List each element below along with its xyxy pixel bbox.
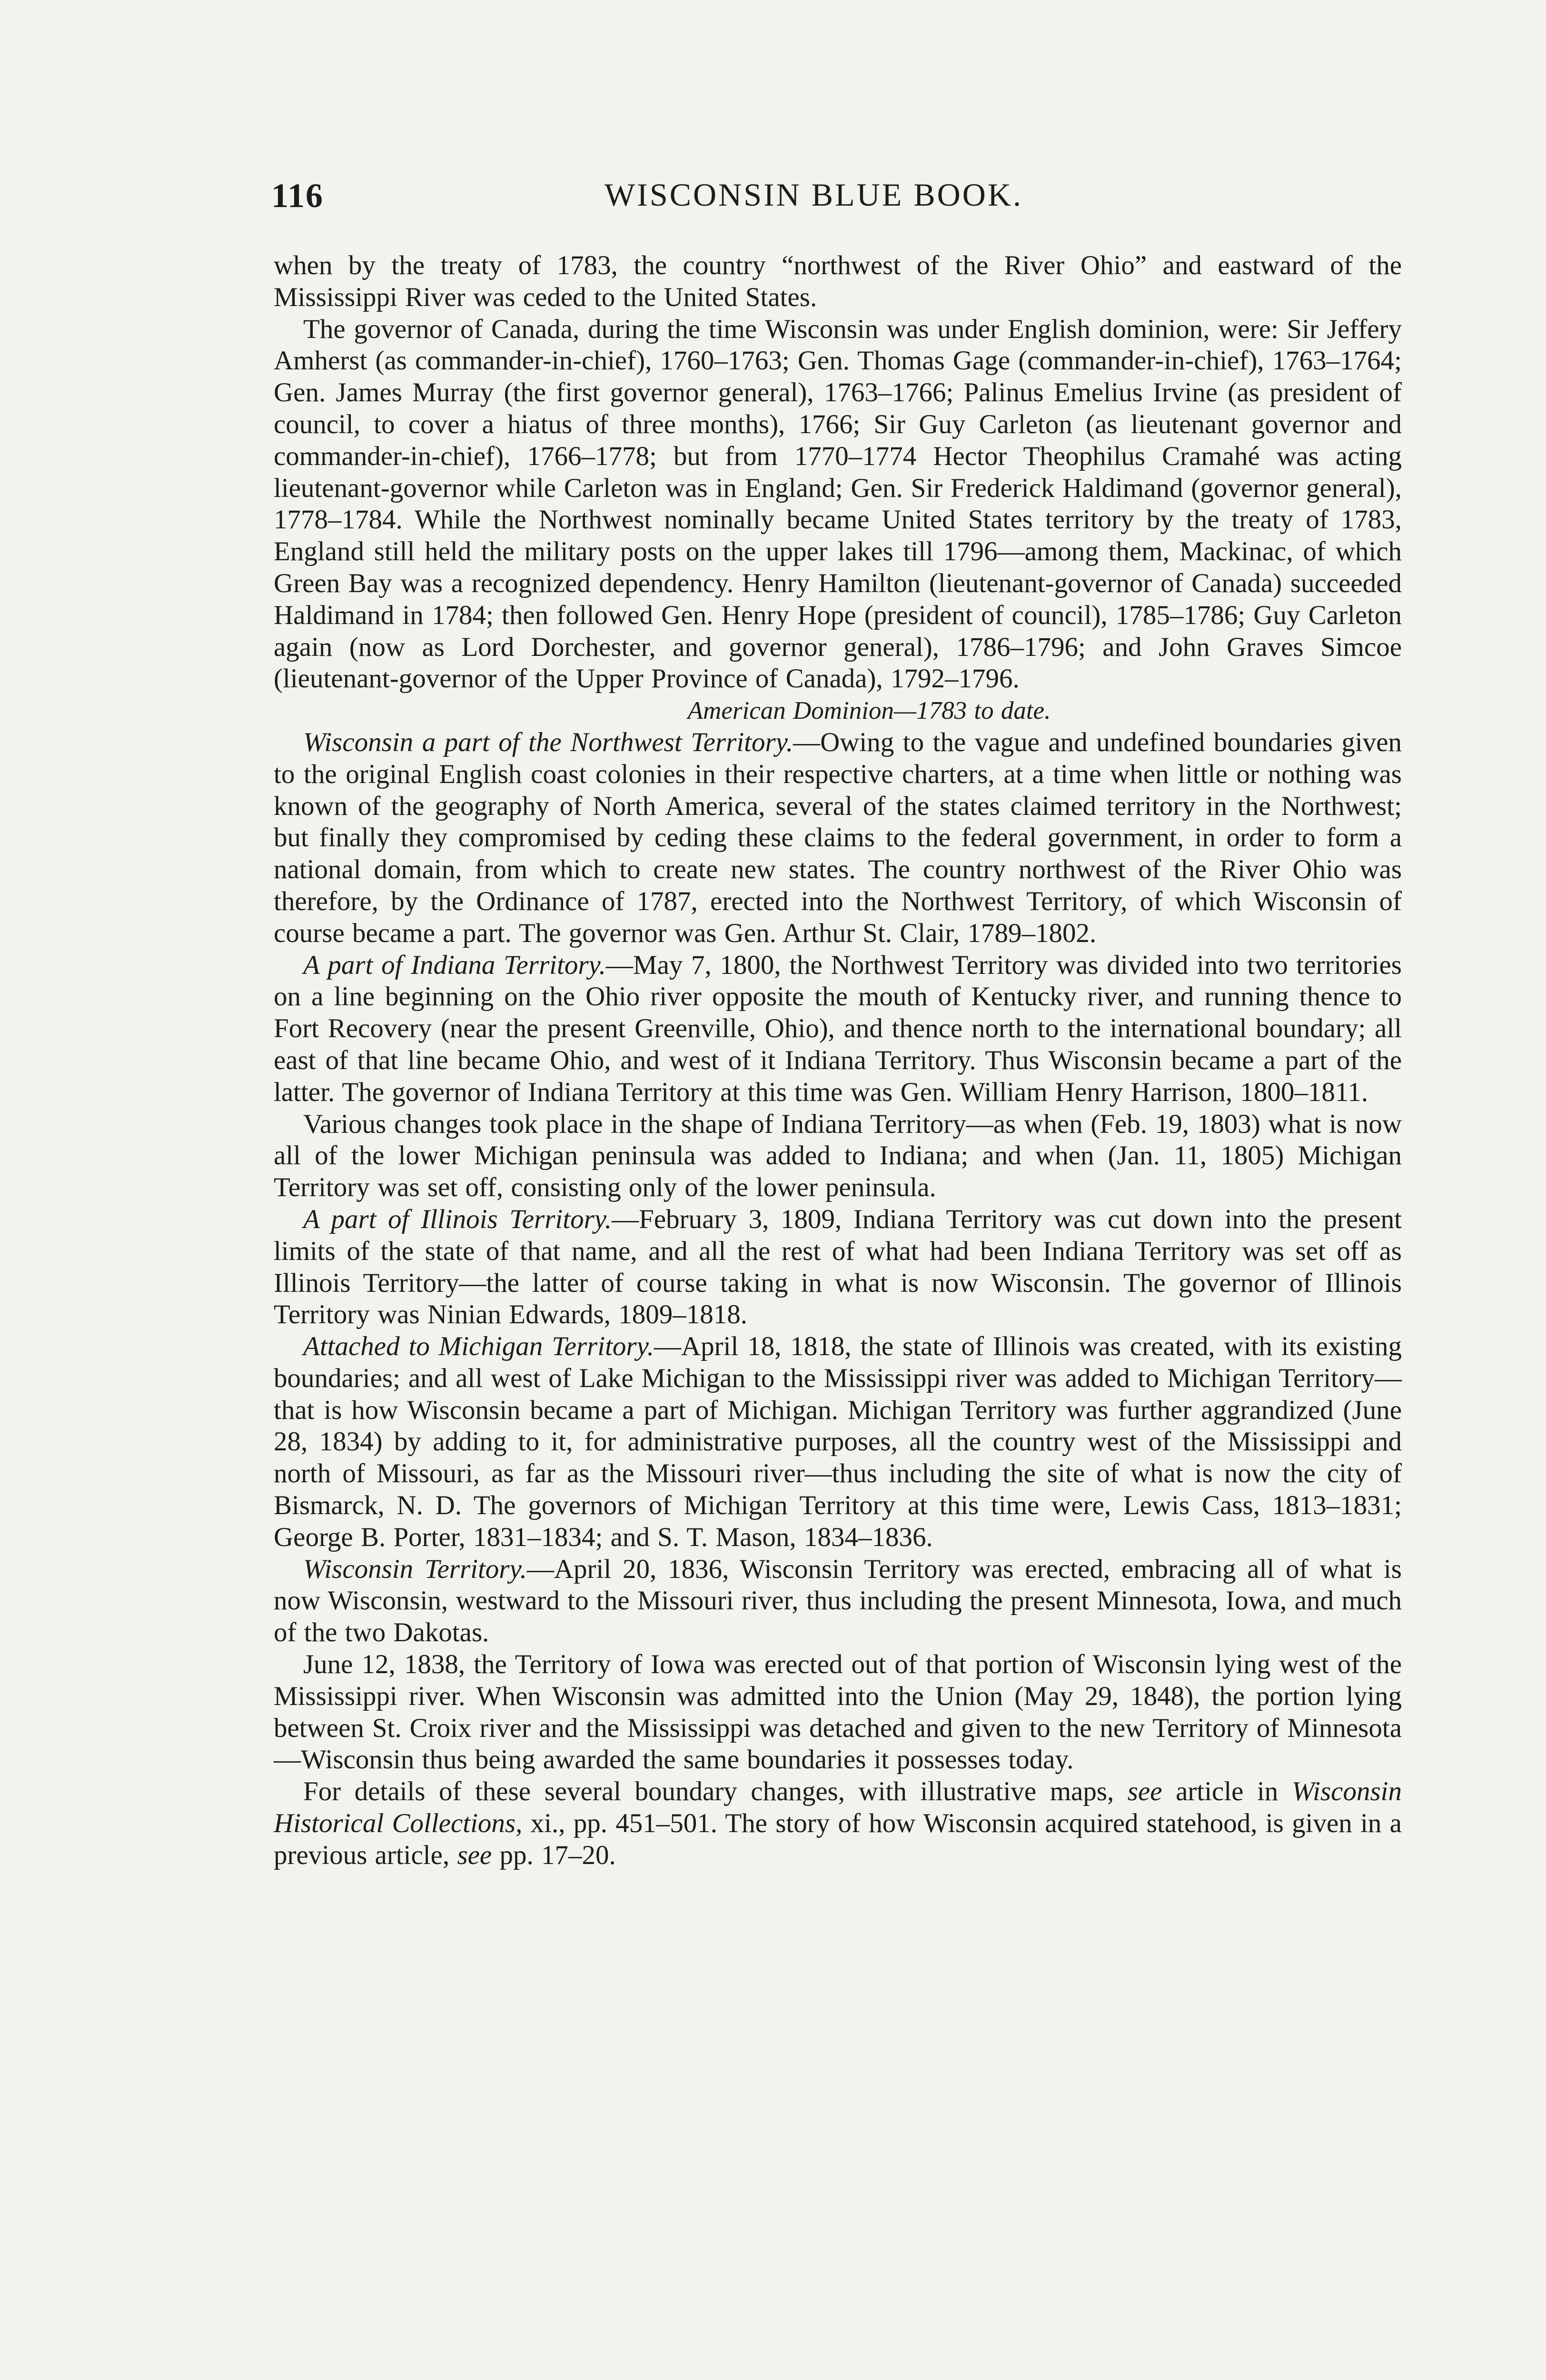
paragraph bbox=[274, 250, 1402, 314]
paragraph-text: pp. 17–20. bbox=[492, 1840, 616, 1870]
paragraph-text: —April 18, 1818, the state of Illinois was created, with its existing boundaries; and all west of Lake Michigan to the Mississippi river was added to Michigan Territory—that is how Wisconsin became a part of Michigan. Michigan Territory was further aggrandized (June 28, 1834) by adding to it, for administrative purposes, all the country west of the Mississippi and north of Missouri, as far as the Missouri river—thus including the site of what is now the city of Bismarck, N. D. The governors of Michigan Territory at this time were, Lewis Cass, 1813–1831; George B. Porter, 1831–1834; and S. T. Mason, 1834–1836. bbox=[274, 1331, 1402, 1552]
paragraph-text: June 12, 1838, the Territory of Iowa was erected out of that portion of Wisconsin lying west of the Mississippi river. When Wisconsin was admitted into the Union (May 29, 1848), the portion lying between St. Croix river and the Mississippi was detached and given to the new Territory of Minnesota—Wisconsin thus being awarded the same boundaries it possesses today. bbox=[274, 1649, 1402, 1775]
section-heading: American Dominion—1783 to date. bbox=[687, 697, 1051, 725]
run-in-heading: Wisconsin Territory. bbox=[303, 1554, 527, 1584]
italic-text: Wisconsin Historical Collections, bbox=[274, 1776, 1402, 1839]
page-number: 116 bbox=[271, 177, 324, 215]
run-in-heading: A part of Illinois Territory. bbox=[303, 1204, 612, 1234]
paragraph-text: For details of these several boundary changes, with illustrative maps, bbox=[303, 1776, 1128, 1807]
paragraph bbox=[274, 727, 1402, 950]
paragraph-text: —Owing to the vague and undefined boundaries given to the original English coast colonies in their respective charters, at a time when little or nothing was known of the geography of North America, several of the states claimed territory in the Northwest; but finally they compromised by ceding these claims to the federal government, in order to form a national domain, from which to create new states. The country northwest of the River Ohio was therefore, by the Ordinance of 1787, erected into the Northwest Territory, of which Wisconsin of course became a part. The governor was Gen. Arthur St. Clair, 1789–1802. bbox=[274, 727, 1402, 948]
paragraph bbox=[274, 1331, 1402, 1554]
run-in-heading: A part of Indiana Territory. bbox=[303, 950, 606, 980]
italic-text: see bbox=[457, 1840, 492, 1870]
paragraph-text: xi., pp. 451–501. The story of how Wisconsin acquired statehood, is given in a previous article, bbox=[274, 1808, 1402, 1870]
paragraph-text: when by the treaty of 1783, the country “northwest of the River Ohio” and eastward of the Mississippi River was ceded to the United States. bbox=[274, 250, 1402, 312]
paragraph-text: —February 3, 1809, Indiana Territory was cut down into the present limits of the state of that name, and all the rest of what had been Indiana Territory was set off as Illinois Territory—the latter of course taking in what is now Wisconsin. The governor of Illinois Territory was Ninian Edwards, 1809–1818. bbox=[274, 1204, 1402, 1330]
running-head: WISCONSIN BLUE BOOK. bbox=[605, 177, 1023, 213]
page-header bbox=[271, 176, 1404, 219]
paragraph bbox=[274, 1109, 1402, 1204]
paragraph-text: The governor of Canada, during the time Wisconsin was under English dominion, were: Sir Jeffery Amherst (as commander-in-chief), 1760–1763; Gen. Thomas Gage (commander-in-chief), 1763–1764; Gen. James Murray (the first governor general), 1763–1766; Palinus Emelius Irvine (as president of council, to cover a hiatus of three months), 1766; Sir Guy Carleton (as lieutenant governor and commander-in-chief), 1766–1778; but from 1770–1774 Hector Theophilus Cramahé was acting lieutenant-governor while Carleton was in England; Gen. Sir Frederick Haldimand (governor general), 1778–1784. While the Northwest nominally became United States territory by the treaty of 1783, England still held the military posts on the upper lakes till 1796—among them, Mackinac, of which Green Bay was a recognized dependency. Henry Hamilton (lieutenant-governor of Canada) succeeded Haldimand in 1784; then followed Gen. Henry Hope (president of council), 1785–1786; Guy Carleton again (now as Lord Dorchester, and governor general), 1786–1796; and John Graves Simcoe (lieutenant-governor of the Upper Province of Canada), 1792–1796. bbox=[274, 314, 1402, 694]
paragraph bbox=[274, 1204, 1402, 1331]
paragraph bbox=[274, 1776, 1402, 1871]
run-in-heading: Wisconsin a part of the Northwest Territory. bbox=[303, 727, 793, 757]
paragraph-text: —April 20, 1836, Wisconsin Territory was erected, embracing all of what is now Wisconsin, westward to the Missouri river, thus including the present Minnesota, Iowa, and much of the two Dakotas. bbox=[274, 1554, 1402, 1648]
body-text bbox=[274, 250, 1402, 1872]
paragraph bbox=[274, 314, 1402, 695]
paragraph bbox=[274, 950, 1402, 1109]
paragraph-text: —May 7, 1800, the Northwest Territory was divided into two territories on a line beginning on the Ohio river opposite the mouth of Kentucky river, and running thence to Fort Recovery (near the present Greenville, Ohio), and thence north to the international boundary; all east of that line became Ohio, and west of it Indiana Territory. Thus Wisconsin became a part of the latter. The governor of Indiana Territory at this time was Gen. William Henry Harrison, 1800–1811. bbox=[274, 950, 1402, 1107]
paragraph bbox=[274, 1554, 1402, 1649]
paragraph-text: Various changes took place in the shape of Indiana Territory—as when (Feb. 19, 1803) what is now all of the lower Michigan peninsula was added to Indiana; and when (Jan. 11, 1805) Michigan Territory was set off, consisting only of the lower peninsula. bbox=[274, 1109, 1402, 1203]
run-in-heading: Attached to Michigan Territory. bbox=[303, 1331, 654, 1362]
paragraph-text: article in bbox=[1162, 1776, 1292, 1807]
italic-text: see bbox=[1127, 1776, 1162, 1807]
paragraph bbox=[274, 1649, 1402, 1776]
